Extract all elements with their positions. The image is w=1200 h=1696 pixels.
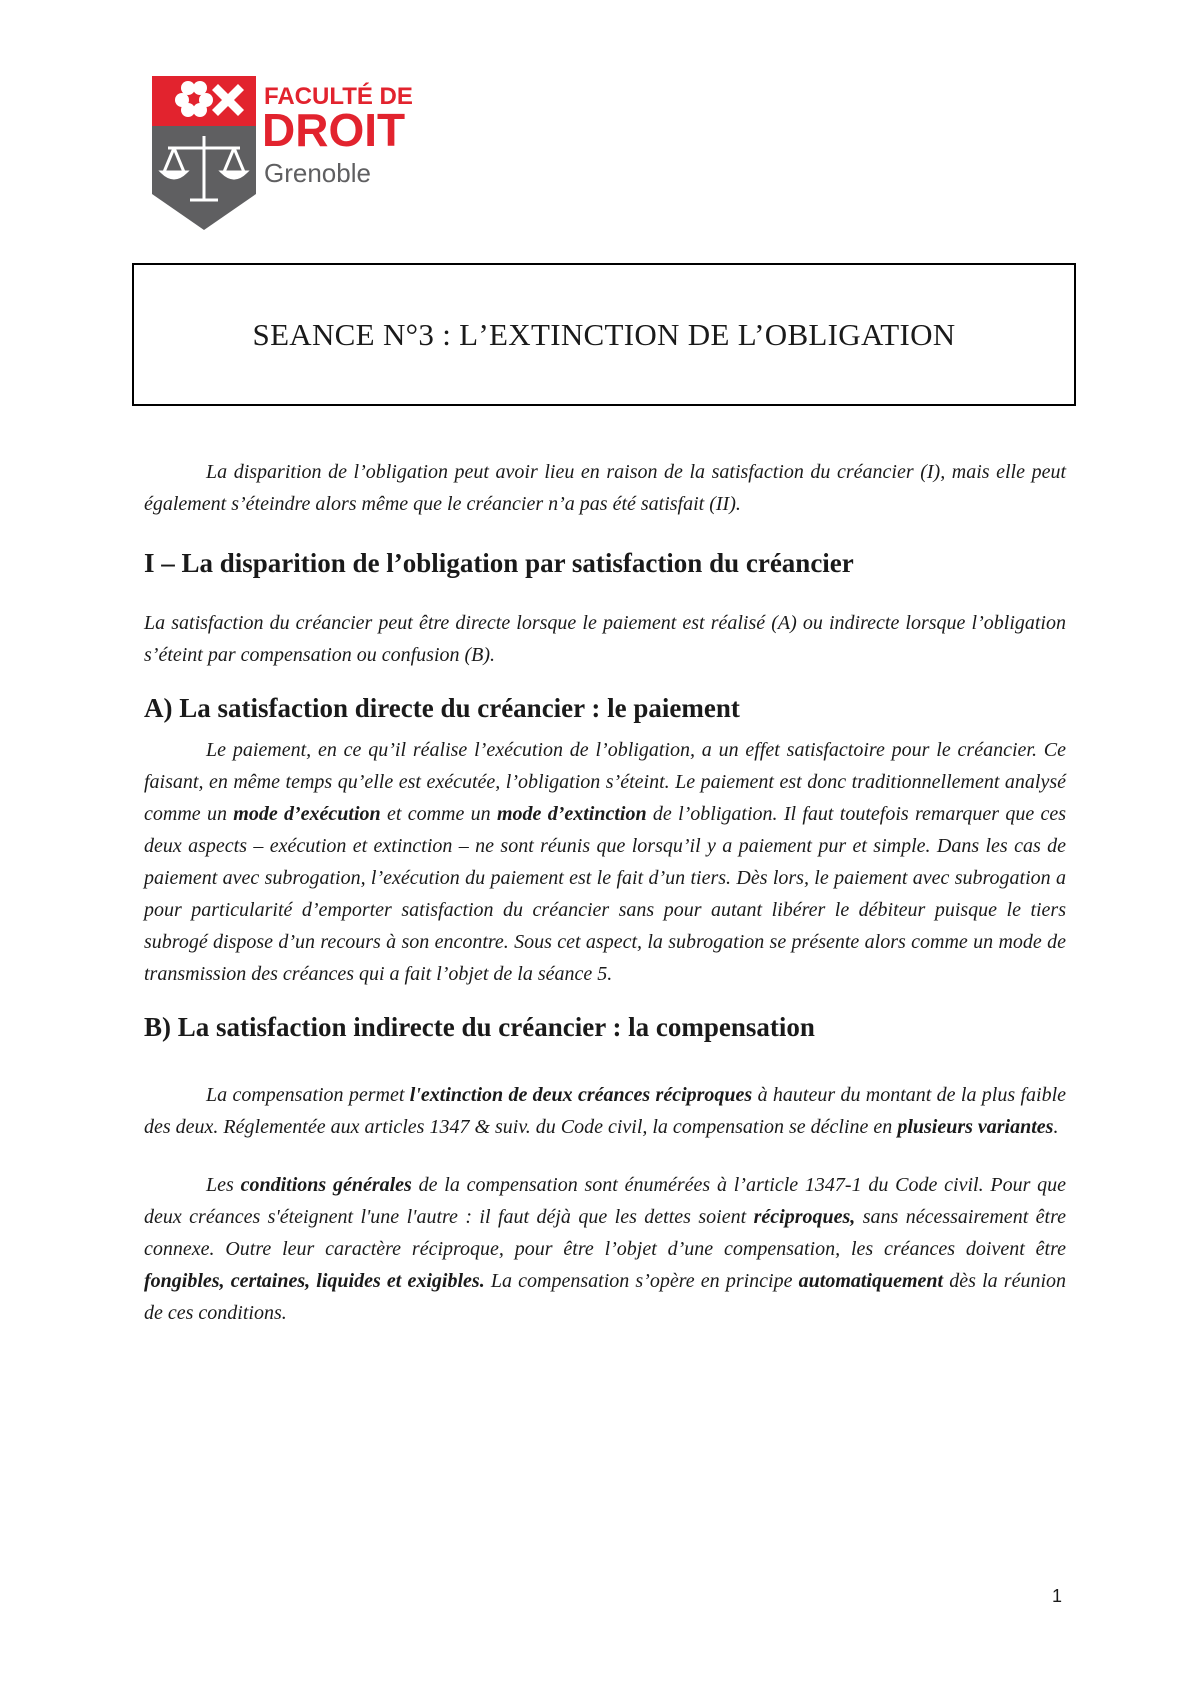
page-title: SEANCE N°3 : L’EXTINCTION DE L’OBLIGATION [252,316,956,352]
faculte-de-droit-logo [152,76,452,230]
section-1-paragraph: La satisfaction du créancier peut être directe lorsque le paiement est réalisé (A) ou indirecte lorsque l’obligation s’éteint par compensation ou confusion (B). [144,612,1066,666]
logo-line3: Grenoble [264,158,371,188]
intro-paragraph: La disparition de l’obligation peut avoir lieu en raison de la satisfaction du créancier (I), mais elle peut également s’éteindre alors même que le créancier n’a pas été satisfait (II). [144,461,1066,515]
section-a-paragraph: Le paiement, en ce qu’il réalise l’exécution de l’obligation, a un effet satisfactoire pour le créancier. Ce faisant, en même temps qu’elle est exécutée, l’obligation s’éteint. Le paiement est donc traditionnellement analysé comme un mode d’exécution et comme un mode d’extinction de l’obligation. Il faut toutefois remarquer que ces deux aspects – exécution et extinction – ne sont réunis que lorsqu’il y a paiement pur et simple. Dans les cas de paiement avec subrogation, l’exécution du paiement est le fait d’un tiers. Dès lors, le paiement avec subrogation a pour particularité d’emporter satisfaction du créancier sans pour autant libérer le débiteur puisque le tiers subrogé dispose d’un recours à son encontre. Sous cet aspect, la subrogation se présente alors comme un mode de transmission des créances qui a fait l’objet de la séance 5. [144,739,1067,985]
title-box [132,263,1076,406]
section-1-heading: I – La disparition de l’obligation par satisfaction du créancier [144,548,854,578]
section-b-heading: B) La satisfaction indirecte du créancier : la compensation [144,1012,815,1042]
section-a-heading: A) La satisfaction directe du créancier : le paiement [144,693,740,723]
logo-line2: DROIT [262,104,406,156]
logo-line1: FACULTÉ DE [264,83,413,110]
document-body [144,456,1066,1329]
section-b-paragraph-1: La compensation permet l'extinction de deux créances réciproques à hauteur du montant de la plus faible des deux. Réglementée aux articles 1347 & suiv. du Code civil, la compensation se décline en plusieurs variantes. [144,1084,1067,1138]
page-number: 1 [1052,1586,1063,1606]
section-b-paragraph-2: Les conditions générales de la compensation sont énumérées à l’article 1347-1 du Code civil. Pour que deux créances s'éteignent l'une l'autre : il faut déjà que les dettes soient réciproques, sans nécessairement être connexe. Outre leur caractère réciproque, pour être l’objet d’une compensation, les créances doivent être fongibles, certaines, liquides et exigibles. La compensation s’opère en principe automatiquement dès la réunion de ces conditions. [144,1174,1067,1324]
